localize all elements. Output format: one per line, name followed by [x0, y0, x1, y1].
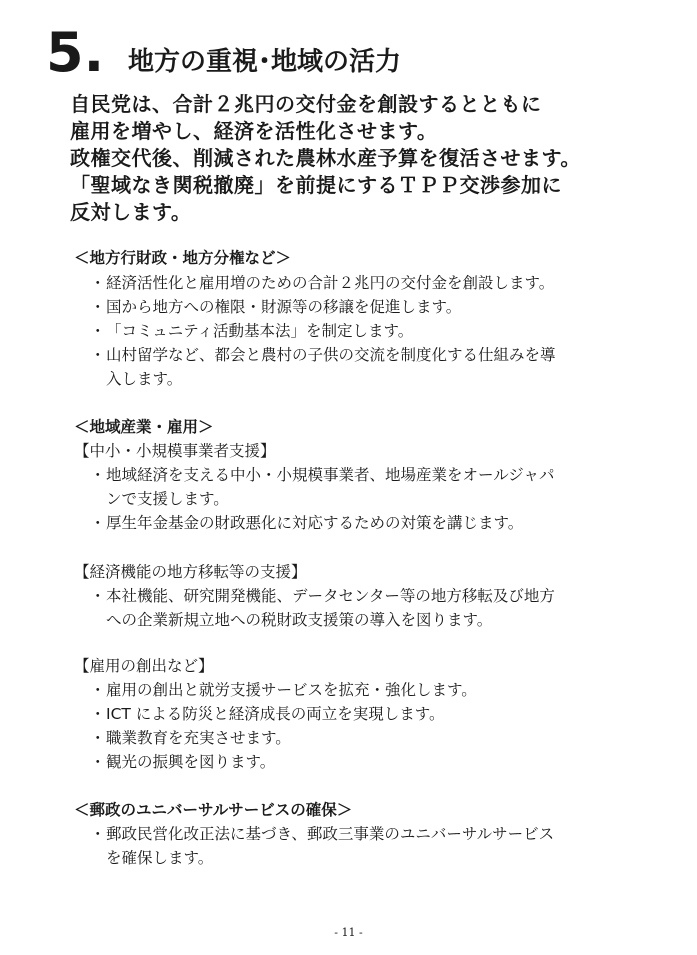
- list-item-text: 郵政民営化改正法に基づき、郵政三事業のユニバーサルサービス を確保します。: [106, 825, 555, 867]
- local-finance-heading: ＜地方行財政・地方分権など＞: [74, 249, 292, 267]
- list-item-text: 国から地方への権限・財源等の移譲を促進します。: [106, 298, 462, 316]
- list-item-text: 観光の振興を図ります。: [106, 753, 276, 771]
- postal-heading: ＜郵政のユニバーサルサービスの確保＞: [74, 801, 353, 819]
- intro-line: 「聖域なき関税撤廃」を前提にするＴＰＰ交渉参加に: [70, 173, 562, 197]
- bullet-mark: ・: [90, 587, 106, 605]
- regional-industry-heading: ＜地域産業・雇用＞: [74, 418, 214, 436]
- bullet-mark: ・: [90, 729, 106, 747]
- section-number: 5.: [46, 21, 105, 84]
- list-item: [90, 463, 646, 511]
- list-item: [90, 750, 646, 774]
- list-item: [90, 271, 646, 295]
- intro-line: 自民党は、合計２兆円の交付金を創設するとともに: [70, 92, 542, 116]
- list-item: [90, 319, 646, 343]
- list-item-text: 雇用の創出と就労支援サービスを拡充・強化します。: [106, 681, 477, 699]
- bullet-mark: ・: [90, 825, 106, 843]
- list-item: [90, 702, 646, 726]
- list-item-text: 職業教育を充実させます。: [106, 729, 291, 747]
- list-item: [90, 678, 646, 702]
- bullet-mark: ・: [90, 514, 106, 532]
- list-item-text: 経済活性化と雇用増のための合計２兆円の交付金を創設します。: [106, 274, 555, 292]
- employment-heading: 【雇用の創出など】: [74, 657, 214, 675]
- intro-line: 政権交代後、削減された農林水産予算を復活させます。: [70, 146, 581, 170]
- bullet-mark: ・: [90, 753, 106, 771]
- list-item-text: 本社機能、研究開発機能、データセンター等の地方移転及び地方 への企業新規立地への税財政支援策の導入を図ります。: [106, 587, 555, 629]
- bullet-mark: ・: [90, 466, 106, 484]
- bullet-mark: ・: [90, 298, 106, 316]
- bullet-mark: ・: [90, 322, 106, 340]
- list-item-text: ICT による防災と経済成長の両立を実現します。: [106, 705, 445, 723]
- list-item: [90, 726, 646, 750]
- intro-line: 反対します。: [70, 200, 192, 224]
- bullet-mark: ・: [90, 681, 106, 699]
- list-item: [90, 511, 646, 535]
- bullet-mark: ・: [90, 705, 106, 723]
- list-item: [90, 343, 646, 391]
- bullet-mark: ・: [90, 346, 106, 364]
- relocation-support-heading: 【経済機能の地方移転等の支援】: [74, 563, 307, 581]
- list-item-text: 地域経済を支える中小・小規模事業者、地場産業をオールジャパ ンで支援します。: [106, 466, 555, 508]
- list-item-text: 厚生年金基金の財政悪化に対応するための対策を講じます。: [106, 514, 524, 532]
- sme-support-heading: 【中小・小規模事業者支援】: [74, 442, 276, 460]
- bullet-mark: ・: [90, 274, 106, 292]
- list-item: [90, 584, 646, 632]
- intro-paragraph: [70, 91, 650, 226]
- section-title: 地方の重視･地域の活力: [128, 47, 402, 77]
- list-item: [90, 822, 646, 870]
- page-number: - 11 -: [334, 926, 363, 939]
- list-item: [90, 295, 646, 319]
- list-item-text: 「コミュニティ活動基本法」を制定します。: [106, 322, 414, 340]
- intro-line: 雇用を増やし、経済を活性化させます。: [70, 119, 438, 143]
- list-item-text: 山村留学など、都会と農村の子供の交流を制度化する仕組みを導 入します。: [106, 346, 556, 388]
